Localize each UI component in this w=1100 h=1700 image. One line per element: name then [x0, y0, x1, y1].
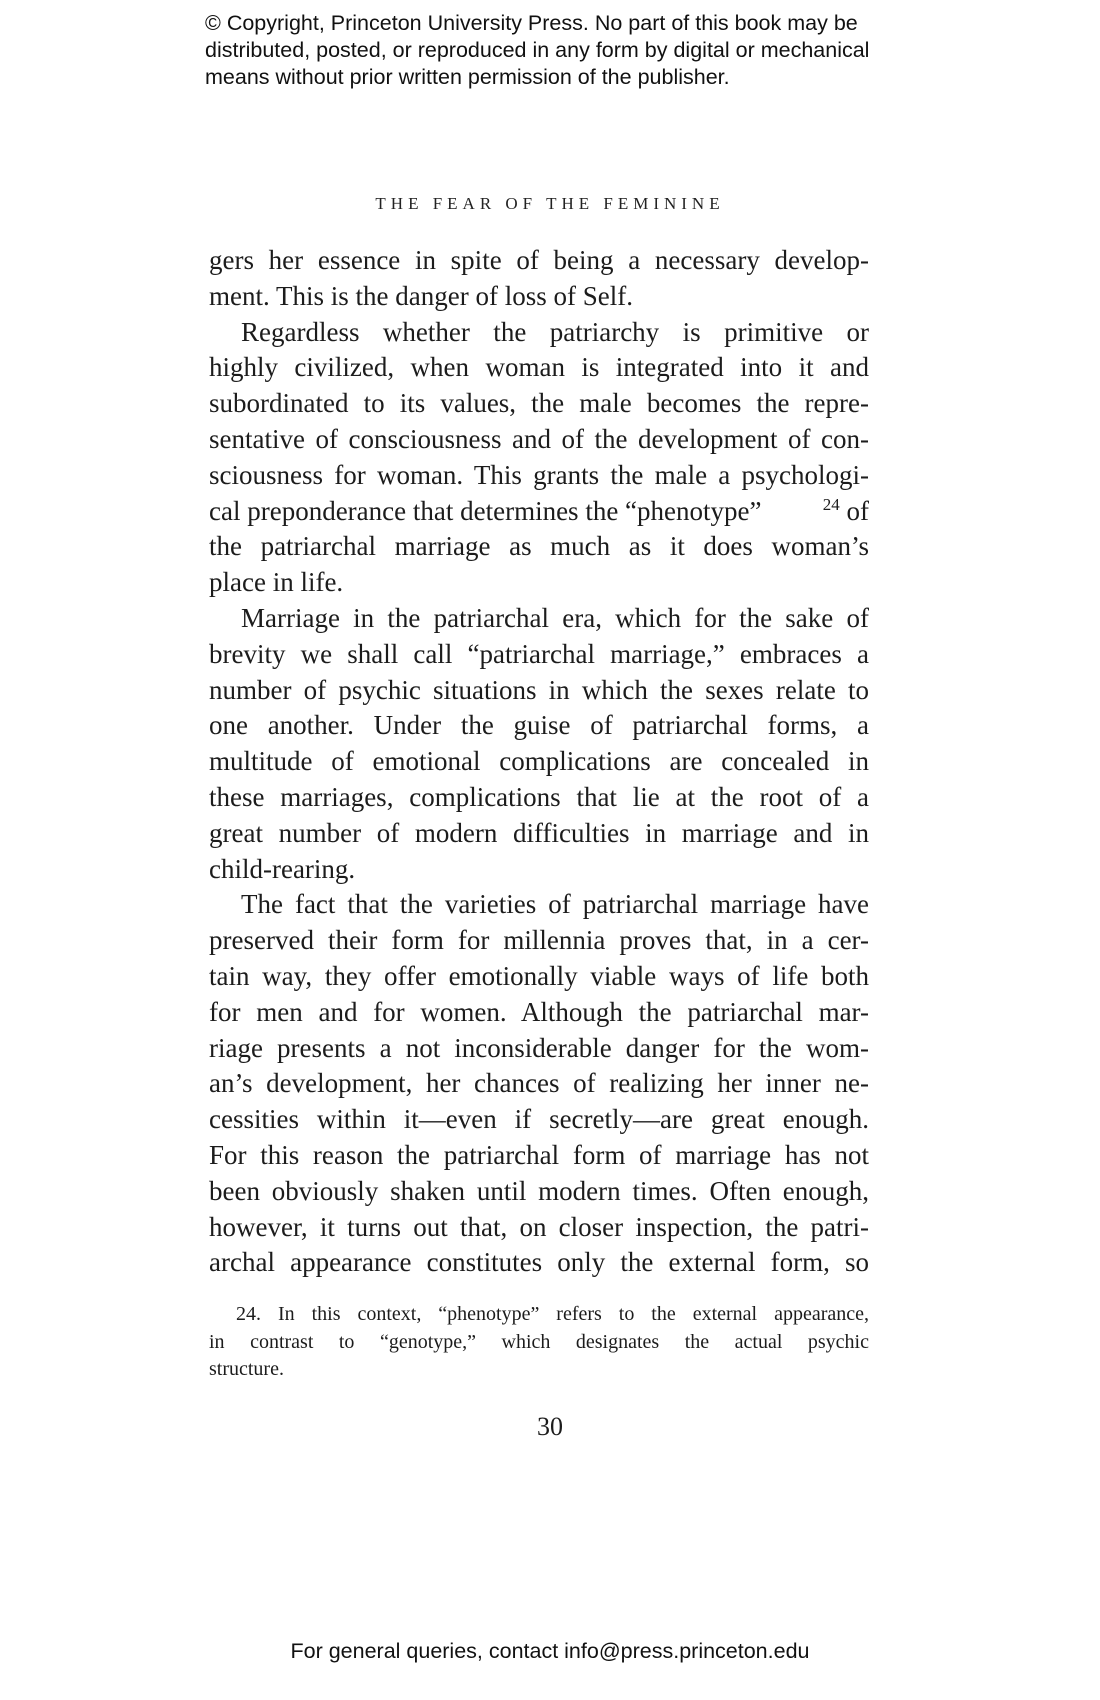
text-line: tain way, they offer emotionally viable ways of life both: [209, 960, 869, 991]
text-line: an’s development, her chances of realizing her inner ne-: [209, 1068, 869, 1099]
text-line-with-footnote-ref: [209, 494, 869, 530]
footnote-reference: 24: [822, 494, 840, 514]
running-head: THE FEAR OF THE FEMININE: [375, 194, 725, 213]
footnote: [209, 1301, 869, 1384]
paragraph: [209, 315, 869, 601]
text-fragment: of: [839, 495, 869, 526]
text-line: cal preponderance that determines the “phenotype”: [209, 495, 762, 526]
paragraph: [209, 887, 869, 1281]
copyright-notice: [205, 10, 965, 91]
text-line: number of psychic situations in which the sexes relate to: [209, 674, 869, 705]
text-line: for men and for women. Although the patriarchal mar-: [209, 996, 869, 1027]
page-number: 30: [537, 1412, 563, 1441]
text-line: archal appearance constitutes only the external form, so: [209, 1247, 869, 1278]
text-line: gers her essence in spite of being a necessary develop-: [209, 245, 869, 275]
text-line: multitude of emotional complications are concealed in: [209, 746, 869, 777]
text-line: great number of modern difficulties in marriage and in: [209, 817, 869, 848]
text-line: brevity we shall call “patriarchal marriage,” embraces a: [209, 638, 869, 669]
text-line: place in life.: [209, 567, 344, 598]
text-line: sentative of consciousness and of the development of con-: [209, 423, 869, 454]
text-line: The fact that the varieties of patriarchal marriage have: [241, 889, 869, 920]
paragraph: [209, 243, 869, 315]
copyright-line: distributed, posted, or reproduced in any form by digital or mechanical: [205, 38, 870, 62]
paragraph: [209, 601, 869, 887]
contact-notice: For general queries, contact info@press.princeton.edu: [290, 1639, 810, 1663]
text-line: For this reason the patriarchal form of marriage has not: [209, 1139, 869, 1170]
text-line: been obviously shaken until modern times. Often enough,: [209, 1175, 869, 1206]
text-line: subordinated to its values, the male becomes the repre-: [209, 388, 869, 419]
text-line: riage presents a not inconsiderable danger for the wom-: [209, 1032, 869, 1063]
text-line: Marriage in the patriarchal era, which for the sake of: [241, 602, 869, 633]
text-line: cessities within it—even if secretly—are great enough.: [209, 1104, 869, 1135]
copyright-line: means without prior written permission of the publisher.: [205, 65, 730, 89]
text-line: sciousness for woman. This grants the male a psychologi-: [209, 459, 869, 490]
text-line: preserved their form for millennia proves that, in a cer-: [209, 925, 869, 956]
text-line: highly civilized, when woman is integrated into it and: [209, 352, 869, 383]
text-line: child-rearing.: [209, 853, 356, 884]
text-line: the patriarchal marriage as much as it does woman’s: [209, 531, 869, 562]
text-line: Regardless whether the patriarchy is primitive or: [241, 316, 869, 347]
text-line: these marriages, complications that lie at the root of a: [209, 781, 869, 812]
text-line: one another. Under the guise of patriarchal forms, a: [209, 710, 869, 741]
body-text: [209, 243, 869, 1281]
footnote-line: in contrast to “genotype,” which designates the actual psychic: [209, 1330, 869, 1353]
text-line: ment. This is the danger of loss of Self.: [209, 280, 633, 311]
copyright-line: © Copyright, Princeton University Press. No part of this book may be: [205, 11, 858, 35]
footnote-line: structure.: [209, 1358, 284, 1380]
text-line: however, it turns out that, on closer inspection, the patri-: [209, 1211, 869, 1242]
footnote-line: 24. In this context, “phenotype” refers to the external appearance,: [236, 1303, 869, 1325]
